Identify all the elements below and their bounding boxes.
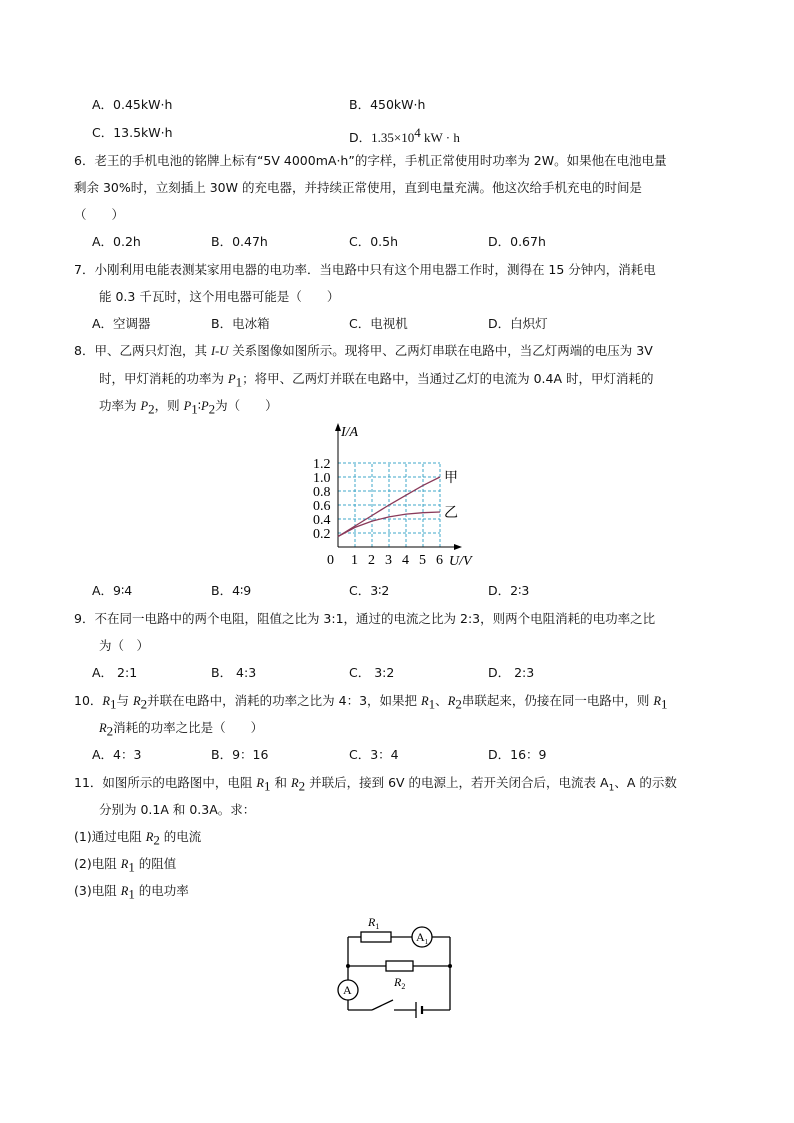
y-tick-label: 0.4 bbox=[313, 513, 331, 528]
q9-option-b: B． 4:3 bbox=[211, 665, 257, 680]
q11-stem-line2: 分别为 0.1A 和 0.3A。求： bbox=[99, 802, 256, 817]
q11-sub-question-1: (1)通过电阻 $R_2$ 的电流 bbox=[74, 829, 202, 848]
x-tick-label: 3 bbox=[385, 553, 392, 568]
y-tick-label: 0.2 bbox=[313, 527, 331, 542]
q10-option-c: C．3：4 bbox=[349, 747, 399, 762]
q6-stem-line2: 剩余 30%时，立刻插上 30W 的充电器，并持续正常使用，直到电量充满。他这次给手机充电的时间是 bbox=[74, 180, 642, 195]
q10-option-b: B．9：16 bbox=[211, 747, 269, 762]
q6-stem-line1: 6．老王的手机电池的铭牌上标有“5V 4000mA·h”的字样，手机正常使用时功率为 2W。如果他在电池电量 bbox=[74, 153, 667, 168]
y-tick-label: 0.8 bbox=[313, 485, 331, 500]
q5-option-d: D．$1.35\times 10^4$ kW · h bbox=[349, 125, 460, 146]
q11-stem-line1: 11．如图所示的电路图中，电阻 $R_1$ 和 $R_2$ 并联后，接到 6V 的电源上，若开关闭合后，电流表 $A_1$、A 的示数 bbox=[74, 775, 677, 794]
q6-option-d: D．0.67h bbox=[488, 234, 546, 249]
q6-option-c: C．0.5h bbox=[349, 234, 399, 249]
y-tick-label: 0.6 bbox=[313, 499, 331, 514]
q10-option-a: A．4：3 bbox=[92, 747, 142, 762]
iu-chart bbox=[300, 420, 480, 570]
q10-option-d: D．16：9 bbox=[488, 747, 547, 762]
q7-option-d: D．白炽灯 bbox=[488, 316, 548, 331]
series-label: 甲 bbox=[444, 471, 458, 486]
q10-stem-line1: 10．$R_1$与 $R_2$并联在电路中，消耗的功率之比为 4：3，如果把 $R_1$、$R_2$串联起来，仍接在同一电路中，则 $R_1$ bbox=[74, 693, 668, 712]
switch bbox=[372, 1000, 393, 1010]
q6-stem-line3: （ ） bbox=[74, 207, 125, 222]
q10-stem-line2: $R_2$消耗的功率之比是（ ） bbox=[99, 720, 264, 739]
q8-option-d: D．2∶3 bbox=[488, 583, 530, 598]
q8-option-b: B．4∶9 bbox=[211, 583, 252, 598]
resistor-r1 bbox=[361, 932, 391, 942]
y-axis-label: I/A bbox=[341, 425, 359, 440]
q9-option-a: A． 2:1 bbox=[92, 665, 138, 680]
q9-stem-line1: 9．不在同一电路中的两个电阻，阻值之比为 3:1，通过的电流之比为 2:3，则两个电阻消耗的电功率之比 bbox=[74, 611, 656, 626]
q9-option-c: C． 3:2 bbox=[349, 665, 395, 680]
origin-label: 0 bbox=[327, 553, 334, 568]
chart-axes bbox=[335, 423, 462, 550]
x-tick-label: 5 bbox=[419, 553, 426, 568]
q7-option-c: C．电视机 bbox=[349, 316, 408, 331]
x-axis-arrow bbox=[454, 544, 462, 550]
q7-option-a: A．空调器 bbox=[92, 316, 151, 331]
q5-option-b: B．450kW·h bbox=[349, 97, 426, 112]
ammeter-a1-label: $A_1$ bbox=[416, 930, 429, 946]
q7-stem-line1: 7．小刚利用电能表测某家用电器的电功率．当电路中只有这个用电器工作时，测得在 15 分钟内，消耗电 bbox=[74, 262, 656, 277]
q8-option-a: A．9∶4 bbox=[92, 583, 133, 598]
q9-option-d: D． 2:3 bbox=[488, 665, 535, 680]
resistor-r2 bbox=[386, 961, 413, 971]
q8-stem-line1: 8．甲、乙两只灯泡，其 I-U 关系图像如图所示。现将甲、乙两灯串联在电路中，当乙灯两端的电压为 3V bbox=[74, 343, 653, 358]
x-tick-label: 6 bbox=[436, 553, 443, 568]
x-tick-label: 2 bbox=[368, 553, 375, 568]
q11-sub-question-3: (3)电阻 $R_1$ 的电功率 bbox=[74, 883, 189, 902]
q11-sub-question-2: (2)电阻 $R_1$ 的阻值 bbox=[74, 856, 177, 875]
q8-option-c: C．3∶2 bbox=[349, 583, 390, 598]
q5-option-a: A．0.45kW·h bbox=[92, 97, 173, 112]
circuit-diagram bbox=[334, 910, 464, 1020]
ammeter-a-label: A bbox=[343, 983, 352, 997]
q9-stem-line2: 为（ ） bbox=[99, 638, 150, 653]
series-label: 乙 bbox=[444, 506, 458, 521]
q7-stem-line2: 能 0.3 千瓦时，这个用电器可能是（ ） bbox=[99, 289, 340, 304]
x-tick-label: 1 bbox=[351, 553, 358, 568]
junction-left bbox=[346, 964, 350, 968]
q6-option-a: A．0.2h bbox=[92, 234, 141, 249]
resistor-r2-label: $R_2$ bbox=[394, 975, 406, 991]
junction-right bbox=[448, 964, 452, 968]
q8-stem-line3: 功率为 $P_2$，则 $P_1∶P_2$为（ ） bbox=[99, 398, 278, 417]
y-tick-label: 1.2 bbox=[313, 457, 331, 472]
q8-stem-line2: 时，甲灯消耗的功率为 $P_1$；将甲、乙两灯并联在电路中，当通过乙灯的电流为 0.4A 时，甲灯消耗的 bbox=[99, 371, 654, 390]
q6-option-b: B．0.47h bbox=[211, 234, 268, 249]
q7-option-b: B．电冰箱 bbox=[211, 316, 270, 331]
x-axis-label: U/V bbox=[449, 554, 472, 569]
y-tick-label: 1.0 bbox=[313, 471, 331, 486]
resistor-r1-label: $R_1$ bbox=[368, 915, 380, 931]
x-tick-label: 4 bbox=[402, 553, 409, 568]
q5-option-c: C．13.5kW·h bbox=[92, 125, 173, 140]
